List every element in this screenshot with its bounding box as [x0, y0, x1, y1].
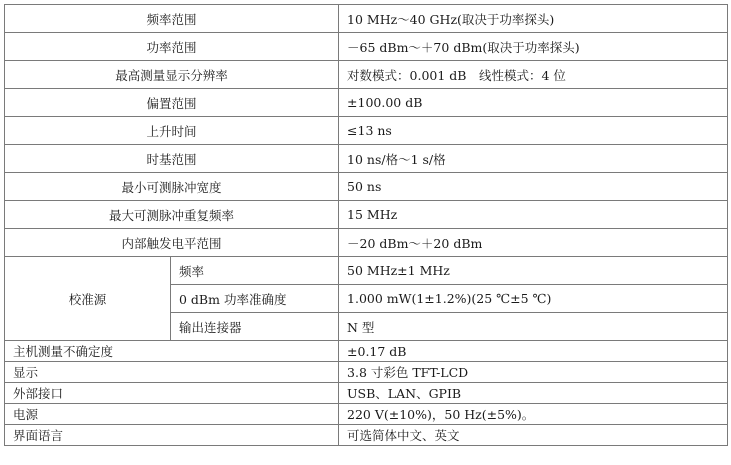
sub-param-cell: 输出连接器	[171, 313, 339, 341]
param-cell: 最大可测脉冲重复频率	[5, 201, 339, 229]
value-cell: ±100.00 dB	[339, 89, 728, 117]
param-cell: 电源	[5, 404, 339, 425]
value-cell: －20 dBm～＋20 dBm	[339, 229, 728, 257]
param-cell: 频率范围	[5, 5, 339, 33]
param-cell: 时基范围	[5, 145, 339, 173]
value-cell: N 型	[339, 313, 728, 341]
value-cell: －65 dBm～＋70 dBm(取决于功率探头)	[339, 33, 728, 61]
table-row	[5, 425, 728, 446]
value-cell: USB、LAN、GPIB	[339, 383, 728, 404]
value-cell: ±0.17 dB	[339, 341, 728, 362]
table-row	[5, 404, 728, 425]
param-cell: 功率范围	[5, 33, 339, 61]
table-row	[5, 145, 728, 173]
value-cell: 10 ns/格～1 s/格	[339, 145, 728, 173]
param-cell: 上升时间	[5, 117, 339, 145]
value-cell: 可选简体中文、英文	[339, 425, 728, 446]
calibration-group-label: 校准源	[5, 257, 171, 341]
table-row	[5, 257, 728, 285]
value-cell: 对数模式：0.001 dB 线性模式：4 位	[339, 61, 728, 89]
table-row	[5, 5, 728, 33]
param-cell: 外部接口	[5, 383, 339, 404]
value-cell: 15 MHz	[339, 201, 728, 229]
value-cell: 3.8 寸彩色 TFT-LCD	[339, 362, 728, 383]
sub-param-cell: 0 dBm 功率准确度	[171, 285, 339, 313]
value-cell: 50 ns	[339, 173, 728, 201]
table-row	[5, 201, 728, 229]
table-row	[5, 229, 728, 257]
spec-table	[4, 4, 728, 446]
param-cell: 界面语言	[5, 425, 339, 446]
value-cell: 50 MHz±1 MHz	[339, 257, 728, 285]
value-cell: 1.000 mW(1±1.2%)(25 ℃±5 ℃)	[339, 285, 728, 313]
table-row	[5, 341, 728, 362]
param-cell: 内部触发电平范围	[5, 229, 339, 257]
table-row	[5, 61, 728, 89]
sub-param-cell: 频率	[171, 257, 339, 285]
param-cell: 显示	[5, 362, 339, 383]
value-cell: ≤13 ns	[339, 117, 728, 145]
table-row	[5, 173, 728, 201]
table-row	[5, 383, 728, 404]
table-row	[5, 33, 728, 61]
value-cell: 10 MHz～40 GHz(取决于功率探头)	[339, 5, 728, 33]
param-cell: 主机测量不确定度	[5, 341, 339, 362]
param-cell: 最小可测脉冲宽度	[5, 173, 339, 201]
table-row	[5, 117, 728, 145]
param-cell: 偏置范围	[5, 89, 339, 117]
table-row	[5, 362, 728, 383]
table-row	[5, 89, 728, 117]
param-cell: 最高测量显示分辨率	[5, 61, 339, 89]
value-cell: 220 V(±10%)，50 Hz(±5%)。	[339, 404, 728, 425]
